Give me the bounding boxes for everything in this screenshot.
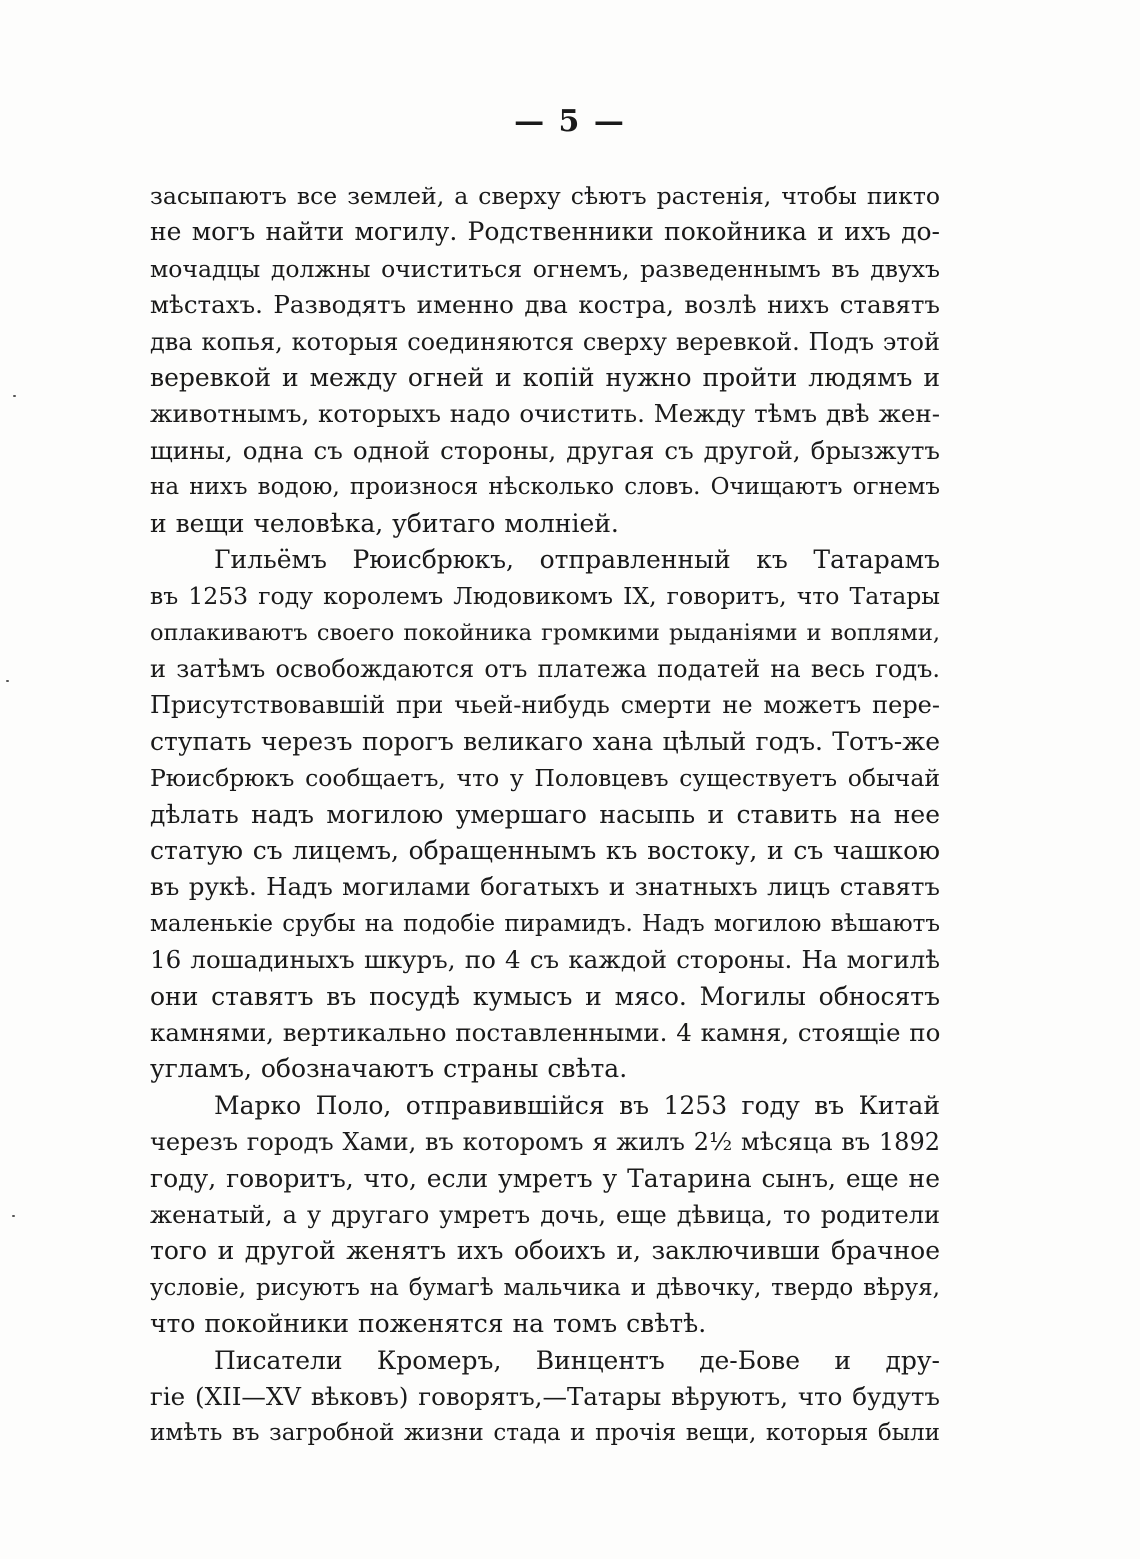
scan-speck: [13, 395, 16, 397]
text-line: угламъ, обозначаютъ страны свѣта.: [150, 1054, 628, 1084]
text-line: условіе, рисуютъ на бумагѣ мальчика и дѣвочку, твердо вѣруя,: [150, 1274, 940, 1301]
text-line: два копья, которыя соединяются сверху веревкой. Подъ этой: [150, 327, 940, 356]
text-line: женатый, а у другаго умретъ дочь, еще дѣвица, то родители: [150, 1200, 940, 1229]
text-line: Присутствовавшій при чьей-нибудь смерти не можетъ пере-: [150, 691, 940, 720]
text-line: мочадцы должны очиститься огнемъ, разведеннымъ въ двухъ: [150, 254, 940, 283]
text-line: въ 1253 году королемъ Людовикомъ IX, говоритъ, что Татары: [150, 582, 940, 611]
text-line: черезъ городъ Хами, въ которомъ я жилъ 2½ мѣсяца въ 1892: [150, 1128, 940, 1157]
text-line: и вещи человѣка, убитаго молніей.: [150, 508, 619, 538]
text-line: засыпаютъ все землей, а сверху сѣютъ растенія, чтобы пикто: [150, 182, 940, 210]
text-line: животнымъ, которыхъ надо очистить. Между тѣмъ двѣ жен-: [150, 399, 940, 429]
paragraph-start-line: Писатели Кромеръ, Винцентъ де-Бове и дру-: [214, 1345, 940, 1375]
scan-speck: [12, 1215, 15, 1217]
text-line: они ставятъ въ посудѣ кумысъ и мясо. Могилы обносятъ: [150, 981, 940, 1011]
paragraph-start-line: Марко Поло, отправившійся въ 1253 году въ Китай: [214, 1090, 940, 1120]
text-line: гіе (XII—XV вѣковъ) говорятъ,—Татары вѣруютъ, что будутъ: [150, 1381, 940, 1411]
text-line: того и другой женятъ ихъ обоихъ и, заключивши брачное: [150, 1236, 940, 1266]
text-line: веревкой и между огней и копій нужно пройти людямъ и: [150, 362, 940, 392]
text-line: 16 лошадиныхъ шкуръ, по 4 съ каждой стороны. На могилѣ: [150, 945, 940, 975]
text-line: году, говоритъ, что, если умретъ у Татарина сынъ, еще не: [150, 1163, 940, 1193]
text-line: въ рукѣ. Надъ могилами богатыхъ и знатныхъ лицъ ставятъ: [150, 872, 940, 902]
text-line: что покойники поженятся на томъ свѣтѣ.: [150, 1309, 707, 1339]
text-line: дѣлать надъ могилою умершаго насыпь и ставить на нее: [150, 799, 940, 829]
text-line: на нихъ водою, произнося нѣсколько словъ. Очищаютъ огнемъ: [150, 474, 940, 501]
text-line: щины, одна съ одной стороны, другая съ другой, брызжутъ: [150, 435, 940, 465]
text-line: маленькіе срубы на подобіе пирамидъ. Надъ могилою вѣшаютъ: [150, 910, 940, 937]
text-line: ступать черезъ порогъ великаго хана цѣлый годъ. Тотъ-же: [150, 726, 940, 756]
text-line: камнями, вертикально поставленными. 4 камня, стоящіе по: [150, 1017, 941, 1047]
body-text: [150, 178, 940, 1452]
text-line: и затѣмъ освобождаются отъ платежа податей на весь годъ.: [150, 655, 940, 684]
page-number: — 5 —: [514, 104, 626, 139]
text-line: не могъ найти могилу. Родственники покойника и ихъ до-: [150, 217, 940, 247]
text-line: Рюисбрюкъ сообщаетъ, что у Половцевъ существуетъ обычай: [150, 764, 940, 793]
text-line: мѣстахъ. Разводятъ именно два костра, возлѣ нихъ ставятъ: [150, 290, 940, 320]
paragraph-start-line: Гильёмъ Рюисбрюкъ, отправленный къ Татарамъ: [214, 544, 940, 574]
text-line: оплакиваютъ своего покойника громкими рыданіями и воплями,: [150, 619, 940, 646]
text-line: статую съ лицемъ, обращеннымъ къ востоку, и съ чашкою: [150, 836, 940, 866]
text-line: имѣть въ загробной жизни стада и прочія вещи, которыя были: [150, 1420, 940, 1447]
scan-speck: [6, 680, 9, 682]
